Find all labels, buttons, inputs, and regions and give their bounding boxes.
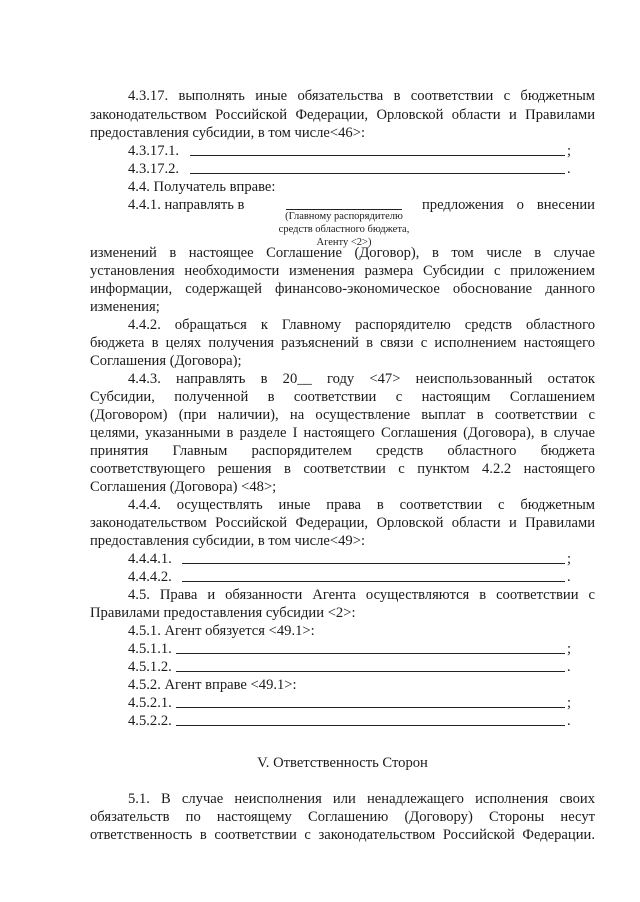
blank-field-4-5-2-1[interactable]	[176, 707, 565, 708]
text-line: информации, содержащей финансово-экономическое обоснование данного	[90, 281, 595, 297]
text-line: предоставления субсидии, в том числе<49>:	[90, 533, 365, 549]
text-line: предложения о внесении	[422, 197, 595, 213]
text-line: 4.5.1. Агент обязуется <49.1>:	[128, 623, 315, 639]
punctuation: ;	[567, 551, 572, 567]
text-line: предоставления субсидии, в том числе<46>:	[90, 125, 365, 141]
text-line: (Договором) (при наличии), на осуществление выплат в соответствии с	[90, 407, 595, 423]
section-heading: V. Ответственность Сторон	[257, 755, 428, 771]
text-line: 4.5.2. Агент вправе <49.1>:	[128, 677, 297, 693]
text-line: Субсидии, полученной в соответствии с настоящим Соглашением	[90, 389, 595, 405]
section-subtitle: 4.4. Получатель вправе:	[128, 179, 276, 195]
text-line: 4.4.2. обращаться к Главному распорядителю средств областного	[128, 317, 595, 333]
field-label-4-5-2-2: 4.5.2.2.	[128, 713, 172, 729]
field-label-4-5-1-1: 4.5.1.1.	[128, 641, 172, 657]
text-line: 4.3.17. выполнять иные обязательства в соответствии с бюджетным	[128, 88, 595, 104]
blank-field-4-3-17-2[interactable]	[190, 173, 565, 174]
field-label-4-5-1-2: 4.5.1.2.	[128, 659, 172, 675]
text-line: соответствующего решения в соответствии с пунктом 4.2.2 настоящего	[90, 461, 595, 477]
field-label-4-5-2-1: 4.5.2.1.	[128, 695, 172, 711]
text-line: Соглашения (Договора);	[90, 353, 242, 369]
field-hint: Агенту <2>)	[316, 237, 372, 248]
punctuation: ;	[567, 695, 572, 711]
text-line: 4.5. Права и обязанности Агента осуществляются в соответствии с	[128, 587, 595, 603]
punctuation: .	[567, 161, 571, 177]
field-label-4-3-17-2: 4.3.17.2.	[128, 161, 180, 177]
field-label-4-4-4-1: 4.4.4.1.	[128, 551, 172, 567]
text-line: законодательством Российской Федерации, Орловской области и Правилами	[90, 107, 595, 123]
text-line: изменений в настоящее Соглашение (Договор), в том числе в случае	[90, 245, 595, 261]
punctuation: .	[567, 569, 571, 585]
text-line: законодательством Российской Федерации, Орловской области и Правилами	[90, 515, 595, 531]
field-hint: средств областного бюджета,	[278, 224, 410, 235]
blank-field-4-5-2-2[interactable]	[176, 725, 565, 726]
text-line: принятия Главным распорядителем средств областного бюджета	[90, 443, 595, 459]
blank-field-4-4-4-2[interactable]	[182, 581, 565, 582]
blank-field-4-3-17-1[interactable]	[190, 155, 565, 156]
blank-field-4-5-1-1[interactable]	[176, 653, 565, 654]
field-label-4-4-4-2: 4.4.4.2.	[128, 569, 172, 585]
text-line: 5.1. В случае неисполнения или ненадлежащего исполнения своих	[128, 791, 595, 807]
text-line: Соглашения (Договора) <48>;	[90, 479, 277, 495]
field-label-4-3-17-1: 4.3.17.1.	[128, 143, 180, 159]
text-line: ответственность в соответствии с законодательством Российской Федерации.	[90, 827, 595, 843]
text-line: установления необходимости изменения размера Субсидии с приложением	[90, 263, 595, 279]
text-line: 4.4.4. осуществлять иные права в соответствии с бюджетным	[128, 497, 595, 513]
text-line: Правилами предоставления субсидии <2>:	[90, 605, 356, 621]
blank-field-4-4-4-1[interactable]	[182, 563, 565, 564]
text-line: целями, указанными в разделе I настоящего Соглашения (Договора), в случае	[90, 425, 595, 441]
text-line: 4.4.1. направлять в	[128, 197, 245, 213]
punctuation: ;	[567, 641, 572, 657]
text-line: обязательств по настоящему Соглашению (Договору) Стороны несут	[90, 809, 595, 825]
field-hint: (Главному распорядителю	[285, 211, 403, 222]
text-line: бюджета в целях получения разъяснений в связи с исполнением настоящего	[90, 335, 595, 351]
punctuation: .	[567, 713, 571, 729]
text-line: 4.4.3. направлять в 20__ году <47> неиспользованный остаток	[128, 371, 595, 387]
blank-field-4-5-1-2[interactable]	[176, 671, 565, 672]
punctuation: .	[567, 659, 571, 675]
text-line: изменения;	[90, 299, 160, 315]
punctuation: ;	[567, 143, 572, 159]
